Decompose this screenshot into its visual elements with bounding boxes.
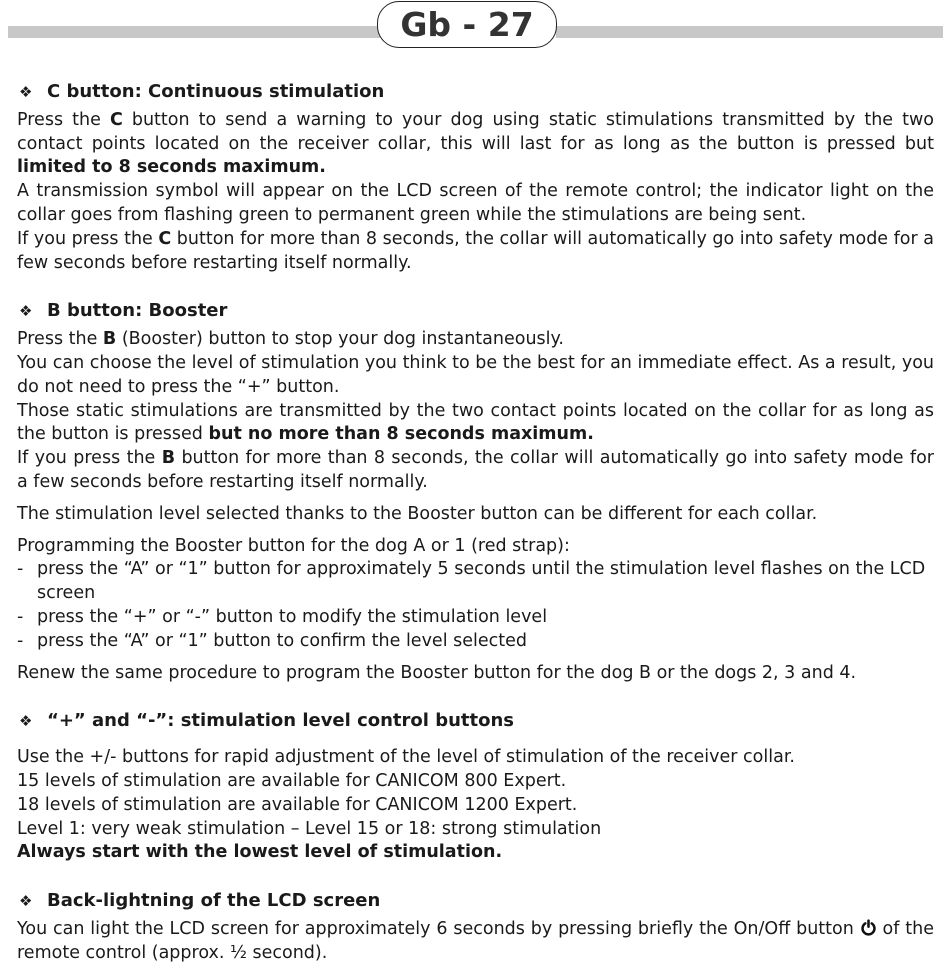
diamond-bullet-icon: ❖ [19,712,33,731]
paragraph: If you press the B button for more than 8 seconds, the collar will automatically go into safety mode for a few seconds before restarting itself normally. [17,448,934,492]
section-heading-backlight: ❖ Back-lightning of the LCD screen [17,887,934,918]
diamond-bullet-icon: ❖ [19,302,33,321]
section-heading-plus-minus: ❖ “+” and “-”: stimulation level control buttons [17,707,934,738]
list-item: - press the “A” or “1” button to confirm the level selected [17,630,527,651]
paragraph: Those static stimulations are transmitted by the two contact points located on the collar for as long as the button is pressed but no more than 8 seconds maximum. [17,400,934,445]
diamond-bullet-icon: ❖ [19,83,33,101]
section-heading-b-button: ❖ B button: Booster [17,297,934,328]
paragraph: 15 levels of stimulation are available for CANICOM 800 Expert. [17,770,567,791]
paragraph: You can choose the level of stimulation you think to be the best for an immediate effect. As a result, you do not need to press the “+” button. [17,352,934,397]
section-heading-c-button: ❖ C button: Continuous stimulation [17,78,934,109]
header-rule-left [8,26,380,38]
paragraph: Use the +/- buttons for rapid adjustment of the level of stimulation of the receiver collar. [17,747,795,768]
power-icon [860,919,877,936]
paragraph: Renew the same procedure to program the Booster button for the dog B or the dogs 2, 3 and 4. [17,662,857,683]
page-number: Gb - 27 [377,1,557,48]
paragraph: You can light the LCD screen for approximately 6 seconds by pressing briefly the On/Off button of the remote control (approx. ½ second). [17,918,934,963]
diamond-bullet-icon: ❖ [19,892,33,911]
paragraph: If you press the C button for more than 8 seconds, the collar will automatically go into safety mode for a few seconds before restarting itself normally. [17,228,934,273]
paragraph: Press the C button to send a warning to your dog using static stimulations transmitted by the two contact points located on the receiver collar, this will last for as long as the button is pressed but limited to 8 seconds maximum. [17,109,935,178]
paragraph: Level 1: very weak stimulation – Level 15 or 18: strong stimulation [17,818,602,839]
paragraph: 18 levels of stimulation are available for CANICOM 1200 Expert. [17,794,578,815]
paragraph: Press the B (Booster) button to stop your dog instantaneously. [17,329,564,350]
list-item: - press the “+” or “-” button to modify the stimulation level [17,606,548,627]
paragraph: Programming the Booster button for the dog A or 1 (red strap): [17,535,570,556]
paragraph: Always start with the lowest level of stimulation. [17,842,503,863]
document-body [17,78,934,966]
paragraph: The stimulation level selected thanks to the Booster button can be different for each collar. [17,503,818,524]
header-rule-right [556,26,943,38]
paragraph: A transmission symbol will appear on the LCD screen of the remote control; the indicator light on the collar goes from flashing green to permanent green while the stimulations are being sent. [17,181,934,225]
list-item: - press the “A” or “1” button for approximately 5 seconds until the stimulation level flashes on the LCD screen [17,559,926,604]
